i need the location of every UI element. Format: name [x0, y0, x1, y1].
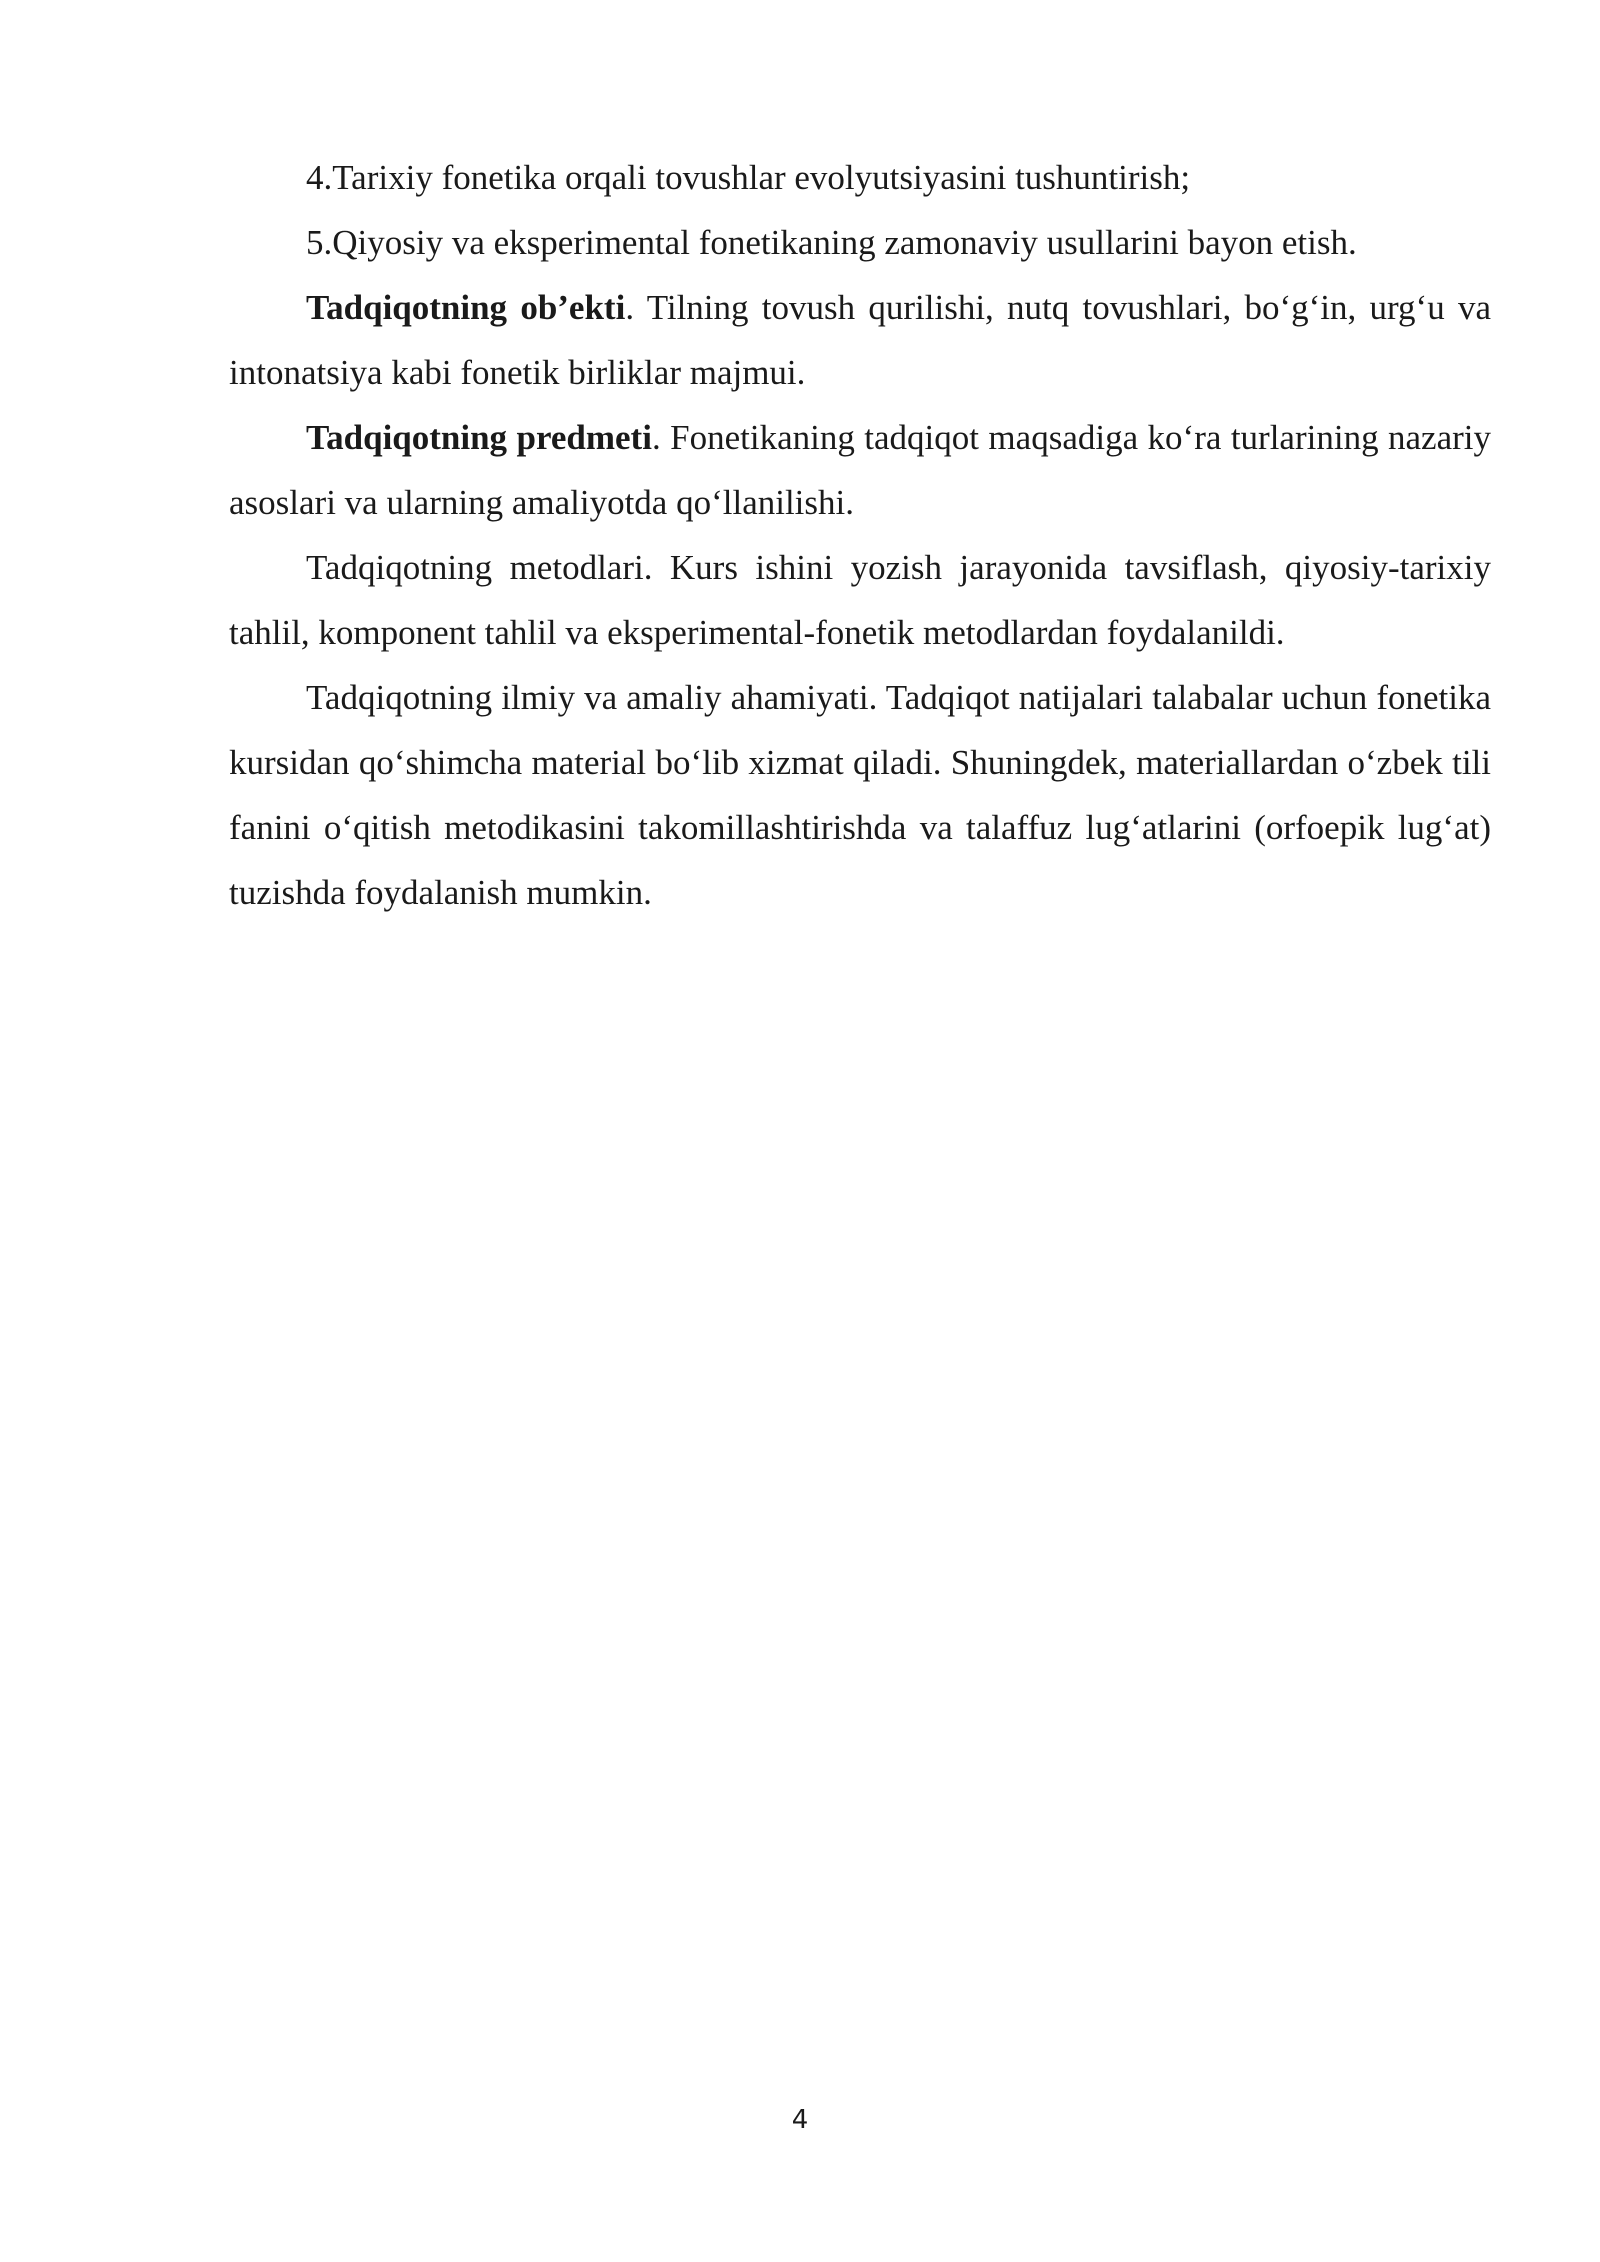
list-item-5: 5.Qiyosiy va eksperimental fonetikaning zamonaviy usullarini bayon etish.	[306, 223, 1357, 262]
research-subject-heading: Tadqiqotning predmeti	[306, 418, 652, 457]
research-significance-paragraph: Tadqiqotning ilmiy va amaliy ahamiyati. Tadqiqot natijalari talabalar uchun fonetika kursidan qo‘shimcha material bo‘lib xizmat qiladi. Shuningdek, materiallardan o‘zbek tili fanini o‘qitish metodikasini takomillashtirishda va talaffuz lug‘atlarini (orfoepik lug‘at) tuzishda foydalanish mumkin.	[229, 678, 1491, 912]
research-subject-paragraph	[229, 405, 1491, 535]
research-object-heading: Tadqiqotning ob’ekti	[306, 288, 626, 327]
research-methods-paragraph: Tadqiqotning metodlari. Kurs ishini yozish jarayonida tavsiflash, qiyosiy-tarixiy tahlil, komponent tahlil va eksperimental-fonetik metodlardan foydalanildi.	[229, 548, 1491, 652]
page-number: 4	[791, 2105, 809, 2135]
research-object-text: . Tilning tovush qurilishi, nutq tovushlari, bo‘g‘in, urg‘u va intonatsiya kabi fonetik birliklar majmui.	[229, 288, 1492, 392]
research-object-paragraph	[229, 275, 1491, 405]
research-subject-text: . Fonetikaning tadqiqot maqsadiga ko‘ra turlarining nazariy asoslari va ularning amaliyotda qo‘llanilishi.	[229, 418, 1491, 522]
document-body	[229, 145, 1491, 925]
list-item-4: 4.Tarixiy fonetika orqali tovushlar evolyutsiyasini tushuntirish;	[306, 158, 1191, 197]
